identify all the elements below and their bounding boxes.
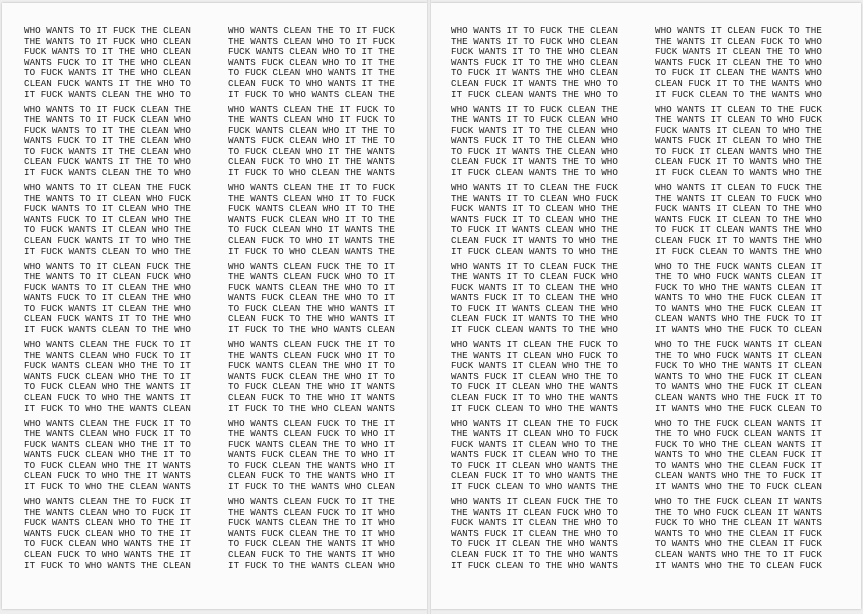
text-line: FUCK WANTS TO IT THE WHO CLEAN <box>24 46 191 58</box>
stanza-block <box>655 497 822 576</box>
text-line: WHO WANTS TO IT FUCK THE CLEAN <box>24 26 191 36</box>
text-line: CLEAN FUCK TO WHO WANTS IT THE <box>228 77 395 89</box>
text-line: CLEAN FUCK IT WANTS TO THE WHO <box>451 313 618 325</box>
text-line: CLEAN FUCK IT TO THE WANTS WHO <box>655 77 822 89</box>
text-line: FUCK WANTS IT TO CLEAN WHO THE <box>451 203 618 215</box>
stanza-block <box>228 105 395 184</box>
text-line: FUCK WANTS CLEAN THE WHO TO IT <box>228 281 395 293</box>
text-line: WHO WANTS TO IT CLEAN FUCK THE <box>24 261 191 272</box>
text-line: CLEAN FUCK IT TO WHO THE WANTS <box>451 391 618 403</box>
text-line: THE WANTS IT CLEAN FUCK WHO TO <box>451 506 618 518</box>
text-line: FUCK WANTS IT CLEAN TO WHO THE <box>655 124 822 136</box>
text-line: FUCK WANTS TO IT CLEAN WHO THE <box>24 203 191 215</box>
text-line: THE WANTS IT CLEAN WHO FUCK TO <box>451 349 618 361</box>
text-line: THE WANTS CLEAN FUCK TO IT WHO <box>228 506 395 518</box>
text-line: CLEAN FUCK IT TO WANTS THE WHO <box>655 234 822 246</box>
text-line: WHO WANTS IT TO FUCK THE CLEAN <box>451 26 618 36</box>
text-line: TO WANTS WHO THE FUCK IT CLEAN <box>655 381 822 393</box>
text-line: CLEAN FUCK TO THE WHO IT WANTS <box>228 391 395 403</box>
text-line: WHO TO THE FUCK CLEAN WANTS IT <box>655 418 822 429</box>
text-line: FUCK TO WHO THE WANTS CLEAN IT <box>655 281 822 293</box>
stanza-block <box>228 340 395 419</box>
text-line: FUCK WANTS CLEAN WHO THE TO IT <box>24 360 191 372</box>
text-line: TO FUCK CLEAN WHO WANTS THE IT <box>24 538 191 550</box>
text-line: TO FUCK IT CLEAN WHO THE WANTS <box>451 381 618 393</box>
text-line: TO FUCK IT CLEAN WHO WANTS THE <box>451 459 618 471</box>
text-line: IT FUCK TO WHO THE WANTS CLEAN <box>24 402 191 414</box>
text-line: WHO WANTS CLEAN FUCK TO THE IT <box>228 418 395 429</box>
text-line: CLEAN FUCK WANTS IT TO THE WHO <box>24 313 191 325</box>
text-line: CLEAN FUCK IT WANTS TO WHO THE <box>451 234 618 246</box>
text-line: IT FUCK CLEAN TO THE WHO WANTS <box>451 559 618 571</box>
text-line: THE WANTS CLEAN FUCK TO WHO IT <box>228 428 395 440</box>
text-line: CLEAN FUCK TO THE WANTS IT WHO <box>228 548 395 560</box>
text-line: IT FUCK TO WHO WANTS THE CLEAN <box>24 559 191 571</box>
text-line: THE WANTS CLEAN WHO IT TO FUCK <box>228 192 395 204</box>
text-line: WHO WANTS CLEAN THE IT TO FUCK <box>228 183 395 193</box>
text-line: FUCK WANTS CLEAN WHO TO IT THE <box>228 46 395 58</box>
text-line: IT FUCK WANTS CLEAN TO THE WHO <box>24 324 191 336</box>
stanza-block <box>228 26 395 105</box>
stanza-block <box>24 105 191 184</box>
text-line: WHO WANTS CLEAN THE IT FUCK TO <box>228 104 395 115</box>
text-line: WHO WANTS IT CLEAN FUCK TO THE <box>655 26 822 36</box>
text-line: FUCK TO WHO THE CLEAN IT WANTS <box>655 517 822 529</box>
text-line: FUCK WANTS IT TO THE CLEAN WHO <box>451 124 618 136</box>
text-line: THE WANTS IT CLEAN WHO TO FUCK <box>451 428 618 440</box>
text-line: THE WANTS CLEAN WHO IT FUCK TO <box>228 114 395 126</box>
text-line: WHO WANTS CLEAN THE FUCK IT TO <box>24 418 191 429</box>
text-line: THE TO WHO FUCK WANTS CLEAN IT <box>655 271 822 283</box>
text-line: WHO WANTS IT TO CLEAN FUCK THE <box>451 261 618 272</box>
text-line: WANTS FUCK IT TO CLEAN THE WHO <box>451 292 618 304</box>
stanza-block <box>228 419 395 498</box>
text-line: THE WANTS IT TO CLEAN FUCK WHO <box>451 271 618 283</box>
text-line: IT FUCK WANTS CLEAN TO WHO THE <box>24 245 191 257</box>
text-line: CLEAN WANTS WHO THE FUCK TO IT <box>655 313 822 325</box>
text-line: FUCK WANTS CLEAN THE TO IT WHO <box>228 517 395 529</box>
text-line: WANTS FUCK TO IT THE CLEAN WHO <box>24 135 191 147</box>
text-line: WHO TO THE FUCK WANTS CLEAN IT <box>655 261 822 272</box>
text-line: THE WANTS IT TO CLEAN WHO FUCK <box>451 192 618 204</box>
text-line: FUCK WANTS IT CLEAN THE TO WHO <box>655 46 822 58</box>
text-line: TO WANTS WHO THE FUCK CLEAN IT <box>655 302 822 314</box>
text-line: IT FUCK TO WHO THE CLEAN WANTS <box>24 481 191 493</box>
text-line: THE WANTS IT CLEAN TO WHO FUCK <box>655 114 822 126</box>
text-line: THE WANTS CLEAN FUCK WHO IT TO <box>228 349 395 361</box>
text-line: THE TO WHO FUCK WANTS IT CLEAN <box>655 349 822 361</box>
text-line: CLEAN FUCK TO THE WHO WANTS IT <box>228 313 395 325</box>
text-line: FUCK WANTS IT CLEAN THE WHO TO <box>451 517 618 529</box>
text-line: TO FUCK WANTS IT CLEAN THE WHO <box>24 302 191 314</box>
text-line: CLEAN WANTS WHO THE FUCK IT TO <box>655 391 822 403</box>
text-line: WANTS FUCK IT CLEAN TO WHO THE <box>655 135 822 147</box>
text-line: IT FUCK CLEAN TO WANTS THE WHO <box>655 245 822 257</box>
stanza-block <box>451 105 618 184</box>
text-column <box>24 26 191 576</box>
text-line: WANTS TO WHO THE FUCK IT CLEAN <box>655 370 822 382</box>
text-line: FUCK WANTS IT TO CLEAN THE WHO <box>451 281 618 293</box>
text-line: IT FUCK TO THE WHO WANTS CLEAN <box>228 324 395 336</box>
stanza-block <box>451 262 618 341</box>
text-line: IT FUCK TO THE WHO CLEAN WANTS <box>228 402 395 414</box>
text-line: WANTS FUCK CLEAN WHO TO THE IT <box>24 527 191 539</box>
text-line: TO FUCK CLEAN WHO IT WANTS THE <box>228 224 395 236</box>
text-line: FUCK WANTS IT CLEAN WHO THE TO <box>451 360 618 372</box>
stanza-block <box>451 26 618 105</box>
text-line: TO FUCK CLEAN THE WHO WANTS IT <box>228 302 395 314</box>
text-line: WHO WANTS IT CLEAN THE FUCK TO <box>451 340 618 350</box>
stanza-block <box>655 183 822 262</box>
text-line: WANTS FUCK IT TO THE CLEAN WHO <box>451 135 618 147</box>
stanza-block <box>655 340 822 419</box>
text-line: TO FUCK WANTS IT CLEAN WHO THE <box>24 224 191 236</box>
text-line: IT FUCK TO THE WANTS CLEAN WHO <box>228 559 395 571</box>
text-line: IT FUCK CLEAN WANTS TO THE WHO <box>451 324 618 336</box>
text-line: FUCK WANTS CLEAN WHO IT THE TO <box>228 124 395 136</box>
stanza-block <box>655 419 822 498</box>
text-line: IT FUCK CLEAN WANTS THE TO WHO <box>451 167 618 179</box>
text-line: WANTS FUCK TO IT CLEAN THE WHO <box>24 292 191 304</box>
text-line: IT WANTS WHO THE FUCK CLEAN TO <box>655 402 822 414</box>
text-line: FUCK WANTS CLEAN THE TO WHO IT <box>228 438 395 450</box>
text-line: IT FUCK WANTS CLEAN THE WHO TO <box>24 88 191 100</box>
text-line: CLEAN FUCK WANTS IT TO WHO THE <box>24 234 191 246</box>
text-line: FUCK TO WHO THE WANTS IT CLEAN <box>655 360 822 372</box>
text-line: TO FUCK CLEAN THE WANTS IT WHO <box>228 538 395 550</box>
text-line: WANTS FUCK IT CLEAN WHO TO THE <box>451 449 618 461</box>
text-line: IT FUCK TO WHO CLEAN THE WANTS <box>228 167 395 179</box>
stanza-block <box>228 497 395 576</box>
text-line: WANTS FUCK CLEAN WHO IT THE TO <box>228 135 395 147</box>
text-line: TO FUCK WANTS IT THE CLEAN WHO <box>24 145 191 157</box>
text-line: THE WANTS CLEAN FUCK WHO TO IT <box>228 271 395 283</box>
text-line: WANTS FUCK IT TO THE WHO CLEAN <box>451 56 618 68</box>
text-line: WHO WANTS IT CLEAN TO FUCK THE <box>655 183 822 193</box>
text-line: TO FUCK IT CLEAN THE WANTS WHO <box>655 67 822 79</box>
text-line: WHO WANTS IT CLEAN TO THE FUCK <box>655 104 822 115</box>
text-line: IT FUCK TO WHO WANTS CLEAN THE <box>228 88 395 100</box>
text-line: WANTS FUCK TO IT CLEAN WHO THE <box>24 213 191 225</box>
text-line: IT FUCK TO WHO CLEAN WANTS THE <box>228 245 395 257</box>
text-line: WHO WANTS CLEAN THE TO FUCK IT <box>24 497 191 507</box>
text-line: TO FUCK IT WANTS CLEAN WHO THE <box>451 224 618 236</box>
text-line: WHO WANTS CLEAN THE TO IT FUCK <box>228 26 395 36</box>
text-line: IT FUCK CLEAN TO WHO THE WANTS <box>451 402 618 414</box>
text-line: TO FUCK IT CLEAN WANTS WHO THE <box>655 145 822 157</box>
stanza-block <box>24 26 191 105</box>
text-line: WHO WANTS IT CLEAN THE TO FUCK <box>451 418 618 429</box>
text-line: THE WANTS IT CLEAN FUCK TO WHO <box>655 35 822 47</box>
text-line: FUCK WANTS TO IT THE CLEAN WHO <box>24 124 191 136</box>
text-line: FUCK WANTS CLEAN WHO IT TO THE <box>228 203 395 215</box>
text-line: FUCK WANTS CLEAN WHO TO THE IT <box>24 517 191 529</box>
text-line: WANTS TO WHO THE CLEAN FUCK IT <box>655 449 822 461</box>
text-line: FUCK WANTS TO IT CLEAN THE WHO <box>24 281 191 293</box>
text-line: IT FUCK CLEAN TO WHO WANTS THE <box>451 481 618 493</box>
text-line: IT WANTS WHO THE TO CLEAN FUCK <box>655 559 822 571</box>
text-line: WANTS FUCK CLEAN THE WHO TO IT <box>228 292 395 304</box>
stanza-block <box>655 105 822 184</box>
text-line: CLEAN FUCK TO WHO IT WANTS THE <box>228 234 395 246</box>
stanza-block <box>228 183 395 262</box>
text-line: WANTS FUCK IT CLEAN TO THE WHO <box>655 213 822 225</box>
text-line: THE WANTS IT TO FUCK CLEAN WHO <box>451 114 618 126</box>
text-line: CLEAN FUCK TO WHO THE IT WANTS <box>24 470 191 482</box>
text-line: THE WANTS CLEAN WHO TO FUCK IT <box>24 506 191 518</box>
text-line: WHO WANTS CLEAN THE FUCK TO IT <box>24 340 191 350</box>
text-line: CLEAN FUCK IT TO WHO WANTS THE <box>451 470 618 482</box>
text-line: THE TO WHO FUCK CLEAN WANTS IT <box>655 428 822 440</box>
text-line: TO FUCK WANTS IT THE WHO CLEAN <box>24 67 191 79</box>
book-gutter <box>427 0 431 614</box>
text-line: WHO TO THE FUCK CLEAN IT WANTS <box>655 497 822 507</box>
text-line: WANTS FUCK CLEAN WHO THE TO IT <box>24 370 191 382</box>
text-line: WANTS FUCK CLEAN WHO TO IT THE <box>228 56 395 68</box>
text-line: IT FUCK WANTS CLEAN THE TO WHO <box>24 167 191 179</box>
text-line: THE WANTS TO IT FUCK WHO CLEAN <box>24 35 191 47</box>
text-line: TO FUCK IT CLEAN WANTS THE WHO <box>655 224 822 236</box>
text-line: TO WANTS WHO THE CLEAN FUCK IT <box>655 459 822 471</box>
text-line: CLEAN FUCK IT WANTS THE WHO TO <box>451 77 618 89</box>
text-line: WHO WANTS IT TO CLEAN THE FUCK <box>451 183 618 193</box>
text-line: IT FUCK CLEAN WANTS THE WHO TO <box>451 88 618 100</box>
text-line: WANTS FUCK IT CLEAN THE WHO TO <box>451 527 618 539</box>
text-line: CLEAN WANTS WHO THE TO FUCK IT <box>655 470 822 482</box>
text-line: CLEAN FUCK IT WANTS THE TO WHO <box>451 156 618 168</box>
text-line: WANTS FUCK IT CLEAN WHO THE TO <box>451 370 618 382</box>
text-line: THE WANTS CLEAN WHO TO IT FUCK <box>228 35 395 47</box>
text-line: CLEAN FUCK WANTS IT THE WHO TO <box>24 77 191 89</box>
text-line: THE WANTS TO IT FUCK CLEAN WHO <box>24 114 191 126</box>
text-line: FUCK TO WHO THE CLEAN WANTS IT <box>655 438 822 450</box>
text-line: CLEAN FUCK TO WHO WANTS THE IT <box>24 548 191 560</box>
stanza-block <box>655 26 822 105</box>
text-line: THE WANTS TO IT CLEAN FUCK WHO <box>24 271 191 283</box>
text-line: TO FUCK CLEAN WHO THE WANTS IT <box>24 381 191 393</box>
text-line: WANTS FUCK TO IT THE WHO CLEAN <box>24 56 191 68</box>
text-line: TO FUCK CLEAN THE WHO IT WANTS <box>228 381 395 393</box>
text-line: WHO WANTS CLEAN FUCK THE IT TO <box>228 340 395 350</box>
text-line: TO WANTS WHO THE CLEAN IT FUCK <box>655 538 822 550</box>
text-line: WANTS FUCK CLEAN WHO IT TO THE <box>228 213 395 225</box>
text-line: WHO TO THE FUCK WANTS IT CLEAN <box>655 340 822 350</box>
stanza-block <box>655 262 822 341</box>
text-line: WHO WANTS TO IT FUCK CLEAN THE <box>24 104 191 115</box>
text-line: TO FUCK IT WANTS THE CLEAN WHO <box>451 145 618 157</box>
text-line: THE WANTS TO IT CLEAN WHO FUCK <box>24 192 191 204</box>
stanza-block <box>24 497 191 576</box>
text-line: WHO WANTS TO IT CLEAN THE FUCK <box>24 183 191 193</box>
stanza-block <box>24 340 191 419</box>
text-line: CLEAN FUCK IT TO THE WHO WANTS <box>451 548 618 560</box>
text-line: FUCK WANTS IT CLEAN TO THE WHO <box>655 203 822 215</box>
text-line: TO FUCK IT CLEAN THE WHO WANTS <box>451 538 618 550</box>
text-line: IT WANTS WHO THE TO FUCK CLEAN <box>655 481 822 493</box>
text-column <box>451 26 618 576</box>
text-line: CLEAN FUCK TO WHO IT THE WANTS <box>228 156 395 168</box>
text-line: TO FUCK IT WANTS CLEAN THE WHO <box>451 302 618 314</box>
text-line: CLEAN FUCK WANTS IT THE TO WHO <box>24 156 191 168</box>
text-line: WANTS FUCK CLEAN WHO THE IT TO <box>24 449 191 461</box>
text-line: WANTS FUCK CLEAN THE WHO IT TO <box>228 370 395 382</box>
text-line: CLEAN FUCK IT TO WANTS WHO THE <box>655 156 822 168</box>
text-line: CLEAN FUCK TO THE WANTS WHO IT <box>228 470 395 482</box>
text-line: TO FUCK CLEAN THE WANTS WHO IT <box>228 459 395 471</box>
stanza-block <box>24 262 191 341</box>
text-line: IT FUCK CLEAN TO THE WANTS WHO <box>655 88 822 100</box>
text-line: THE TO WHO FUCK CLEAN IT WANTS <box>655 506 822 518</box>
text-column <box>655 26 822 576</box>
text-line: CLEAN WANTS WHO THE TO IT FUCK <box>655 548 822 560</box>
stanza-block <box>24 183 191 262</box>
text-line: FUCK WANTS CLEAN THE WHO IT TO <box>228 360 395 372</box>
text-line: IT FUCK CLEAN TO WANTS WHO THE <box>655 167 822 179</box>
text-line: WANTS TO WHO THE FUCK CLEAN IT <box>655 292 822 304</box>
stanza-block <box>451 419 618 498</box>
text-line: WHO WANTS CLEAN FUCK THE TO IT <box>228 261 395 272</box>
text-line: WANTS FUCK IT TO CLEAN WHO THE <box>451 213 618 225</box>
text-line: TO FUCK CLEAN WHO THE IT WANTS <box>24 459 191 471</box>
text-line: IT WANTS WHO THE FUCK TO CLEAN <box>655 324 822 336</box>
text-line: WHO WANTS IT CLEAN FUCK THE TO <box>451 497 618 507</box>
stanza-block <box>451 183 618 262</box>
text-line: IT FUCK TO THE WANTS WHO CLEAN <box>228 481 395 493</box>
text-line: WHO WANTS IT TO FUCK CLEAN THE <box>451 104 618 115</box>
text-line: WHO WANTS CLEAN FUCK TO IT THE <box>228 497 395 507</box>
text-line: TO FUCK IT WANTS THE WHO CLEAN <box>451 67 618 79</box>
text-line: FUCK WANTS IT TO THE WHO CLEAN <box>451 46 618 58</box>
stanza-block <box>24 419 191 498</box>
text-line: WANTS TO WHO THE CLEAN IT FUCK <box>655 527 822 539</box>
stanza-block <box>228 262 395 341</box>
text-line: THE WANTS IT TO FUCK WHO CLEAN <box>451 35 618 47</box>
text-line: CLEAN FUCK TO WHO THE WANTS IT <box>24 391 191 403</box>
text-line: TO FUCK CLEAN WHO IT THE WANTS <box>228 145 395 157</box>
stanza-block <box>451 497 618 576</box>
text-line: WANTS FUCK CLEAN THE TO IT WHO <box>228 527 395 539</box>
text-line: FUCK WANTS CLEAN WHO THE IT TO <box>24 438 191 450</box>
text-line: TO FUCK CLEAN WHO WANTS IT THE <box>228 67 395 79</box>
text-line: WANTS FUCK CLEAN THE TO WHO IT <box>228 449 395 461</box>
text-line: IT FUCK CLEAN WANTS TO WHO THE <box>451 245 618 257</box>
text-line: THE WANTS CLEAN WHO FUCK IT TO <box>24 428 191 440</box>
text-line: WANTS FUCK IT CLEAN THE TO WHO <box>655 56 822 68</box>
text-line: THE WANTS IT CLEAN TO FUCK WHO <box>655 192 822 204</box>
text-line: FUCK WANTS IT CLEAN WHO TO THE <box>451 438 618 450</box>
text-line: THE WANTS CLEAN WHO FUCK TO IT <box>24 349 191 361</box>
stanza-block <box>451 340 618 419</box>
text-column <box>228 26 395 576</box>
